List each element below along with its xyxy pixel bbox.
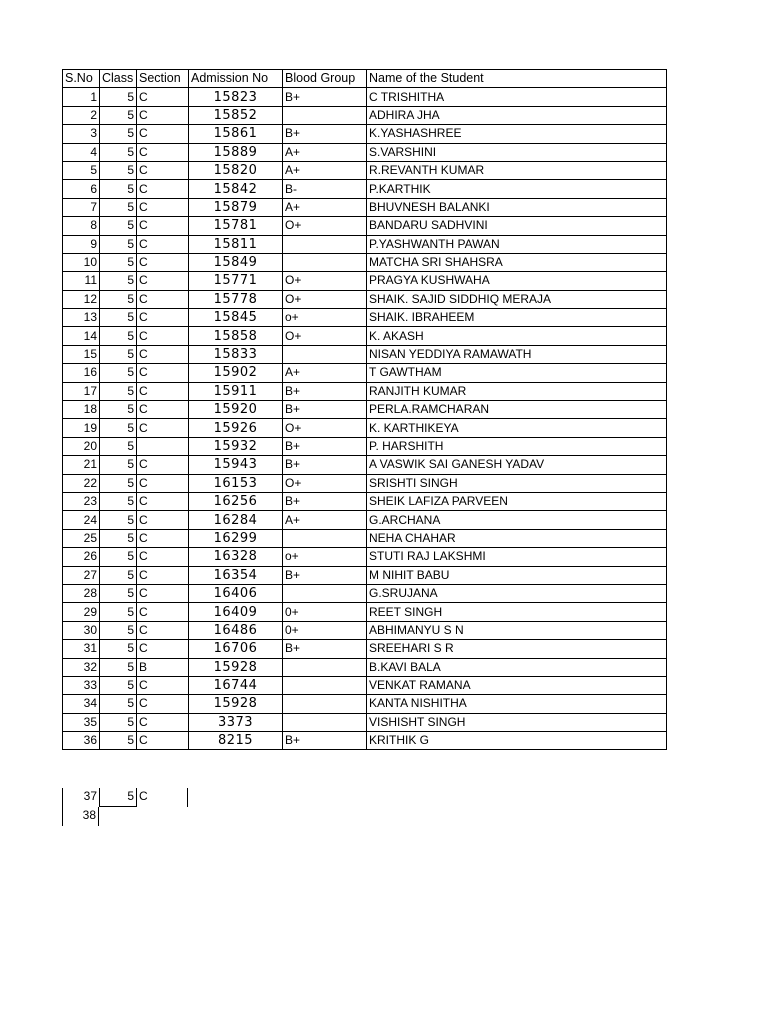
cell-sno[interactable]: 7 — [63, 198, 100, 216]
cell-sno[interactable]: 22 — [63, 474, 100, 492]
cell-section[interactable]: C — [137, 621, 189, 639]
table-row — [63, 474, 667, 492]
cell-student-name[interactable]: REET SINGH — [367, 603, 667, 621]
table-row — [63, 603, 667, 621]
cell-student-name[interactable]: G.ARCHANA — [367, 511, 667, 529]
cell-class[interactable]: 5 — [100, 548, 137, 566]
cell-student-name[interactable]: ABHIMANYU S N — [367, 621, 667, 639]
cell-blood-group[interactable]: B+ — [283, 437, 367, 455]
cell-blood-group[interactable]: o+ — [283, 548, 367, 566]
cell-admission-no[interactable]: 16706 — [189, 640, 283, 658]
cell-admission-no[interactable]: 15879 — [189, 198, 283, 216]
cell-blood-group[interactable]: o+ — [283, 309, 367, 327]
cell-admission-no[interactable]: 15771 — [189, 272, 283, 290]
cell-blood-group[interactable]: O+ — [283, 474, 367, 492]
cell-blood-group[interactable]: 0+ — [283, 621, 367, 639]
cell-sno[interactable]: 18 — [63, 401, 100, 419]
cell-blood-group[interactable]: B+ — [283, 382, 367, 400]
cell-section[interactable]: C — [137, 695, 189, 713]
cell-sno[interactable]: 30 — [63, 621, 100, 639]
table-row — [63, 309, 667, 327]
cell-blood-group[interactable]: B+ — [283, 640, 367, 658]
cell-section[interactable]: C — [137, 566, 189, 584]
table-row — [63, 161, 667, 179]
cell-admission-no[interactable]: 15820 — [189, 161, 283, 179]
cell-blood-group[interactable]: O+ — [283, 327, 367, 345]
cell-blood-group[interactable]: A+ — [283, 364, 367, 382]
table-row — [63, 253, 667, 271]
cell-student-name[interactable]: VISHISHT SINGH — [367, 713, 667, 731]
cell-blood-group[interactable]: B+ — [283, 125, 367, 143]
cell-student-name[interactable]: P. HARSHITH — [367, 437, 667, 455]
cell-blood-group[interactable]: A+ — [283, 198, 367, 216]
table-row — [63, 713, 667, 731]
cell-class[interactable]: 5 — [100, 327, 137, 345]
cell-blood-group[interactable]: A+ — [283, 143, 367, 161]
cell-section[interactable]: C — [137, 309, 189, 327]
cell-class[interactable]: 5 — [100, 345, 137, 363]
table-row — [63, 511, 667, 529]
cell-student-name[interactable]: SHAIK. SAJID SIDDHIQ MERAJA — [367, 290, 667, 308]
cell-student-name[interactable]: C TRISHITHA — [367, 88, 667, 106]
cell-section[interactable]: C — [137, 143, 189, 161]
cell-sno[interactable]: 34 — [63, 695, 100, 713]
cell-student-name[interactable]: P.YASHWANTH PAWAN — [367, 235, 667, 253]
cell-student-name[interactable]: K.YASHASHREE — [367, 125, 667, 143]
cell-section[interactable]: C — [137, 106, 189, 124]
cell-section[interactable]: C — [136, 788, 188, 807]
cell-admission-no[interactable]: 16299 — [189, 529, 283, 547]
cell-blood-group[interactable]: B+ — [283, 566, 367, 584]
cell-class[interactable]: 5 — [100, 640, 137, 658]
cell-section[interactable]: C — [137, 713, 189, 731]
cell-blood-group[interactable]: B- — [283, 180, 367, 198]
cell-class[interactable]: 5 — [100, 272, 137, 290]
table-row — [63, 125, 667, 143]
cell-admission-no[interactable]: 15928 — [189, 658, 283, 676]
cell-blood-group[interactable]: B+ — [283, 492, 367, 510]
cell-class[interactable]: 5 — [100, 732, 137, 750]
cell-sno[interactable]: 8 — [63, 217, 100, 235]
cell-class[interactable]: 5 — [100, 621, 137, 639]
cell-class[interactable]: 5 — [100, 180, 137, 198]
cell-class[interactable]: 5 — [100, 106, 137, 124]
cell-admission-no[interactable]: 16153 — [189, 474, 283, 492]
cell-admission-no[interactable]: 15852 — [189, 106, 283, 124]
cell-student-name[interactable]: KANTA NISHITHA — [367, 695, 667, 713]
cell-sno[interactable]: 12 — [63, 290, 100, 308]
table-row — [63, 548, 667, 566]
cell-admission-no[interactable]: 15928 — [189, 695, 283, 713]
header-row — [63, 70, 667, 88]
cell-admission-no[interactable]: 16406 — [189, 584, 283, 602]
cell-blood-group[interactable] — [283, 235, 367, 253]
cell-blood-group[interactable]: A+ — [283, 511, 367, 529]
cell-student-name[interactable]: S.VARSHINI — [367, 143, 667, 161]
cell-admission-no[interactable]: 16409 — [189, 603, 283, 621]
cell-sno[interactable]: 15 — [63, 345, 100, 363]
cell-sno[interactable]: 20 — [63, 437, 100, 455]
cell-class[interactable]: 5 — [100, 161, 137, 179]
table-row — [63, 272, 667, 290]
table-row — [63, 419, 667, 437]
cell-sno[interactable]: 33 — [63, 676, 100, 694]
student-list-sheet — [62, 69, 667, 750]
header-section[interactable]: Section — [137, 70, 189, 88]
table-row — [63, 401, 667, 419]
cell-section[interactable]: C — [137, 529, 189, 547]
cell-class[interactable]: 5 — [100, 88, 137, 106]
cell-class[interactable]: 5 — [100, 492, 137, 510]
cell-sno[interactable]: 19 — [63, 419, 100, 437]
cell-blood-group[interactable]: O+ — [283, 217, 367, 235]
cell-admission-no[interactable]: 15902 — [189, 364, 283, 382]
cell-admission-no[interactable]: 15778 — [189, 290, 283, 308]
cell-class[interactable]: 5 — [100, 676, 137, 694]
cell-sno[interactable]: 24 — [63, 511, 100, 529]
table-row — [63, 235, 667, 253]
cell-blood-group[interactable]: B+ — [283, 401, 367, 419]
cell-student-name[interactable]: SHAIK. IBRAHEEM — [367, 309, 667, 327]
cell-admission-no[interactable]: 16744 — [189, 676, 283, 694]
cell-admission-no[interactable]: 15849 — [189, 253, 283, 271]
cell-section[interactable]: C — [137, 253, 189, 271]
cell-admission-no[interactable]: 15920 — [189, 401, 283, 419]
cell-student-name[interactable]: NEHA CHAHAR — [367, 529, 667, 547]
cell-section[interactable]: C — [137, 401, 189, 419]
cell-student-name[interactable]: RANJITH KUMAR — [367, 382, 667, 400]
cell-sno[interactable]: 5 — [63, 161, 100, 179]
cell-section[interactable]: C — [137, 272, 189, 290]
cell-sno[interactable]: 35 — [63, 713, 100, 731]
cell-section[interactable]: C — [137, 419, 189, 437]
cell-class[interactable]: 5 — [100, 290, 137, 308]
cell-section[interactable]: C — [137, 548, 189, 566]
table-row — [63, 290, 667, 308]
table-row — [63, 180, 667, 198]
cell-student-name[interactable]: P.KARTHIK — [367, 180, 667, 198]
cell-class[interactable]: 5 — [100, 125, 137, 143]
cell-sno[interactable]: 14 — [63, 327, 100, 345]
cell-sno[interactable]: 1 — [63, 88, 100, 106]
cell-blood-group[interactable]: B+ — [283, 732, 367, 750]
cell-sno[interactable]: 3 — [63, 125, 100, 143]
cell-sno[interactable]: 17 — [63, 382, 100, 400]
table-row — [63, 492, 667, 510]
cell-section[interactable]: C — [137, 364, 189, 382]
cell-admission-no[interactable]: 16284 — [189, 511, 283, 529]
header-admission-no[interactable]: Admission No — [189, 70, 283, 88]
cell-student-name[interactable]: PRAGYA KUSHWAHA — [367, 272, 667, 290]
cell-student-name[interactable]: ADHIRA JHA — [367, 106, 667, 124]
cell-section[interactable]: C — [137, 382, 189, 400]
cell-section[interactable]: C — [137, 640, 189, 658]
table-row — [63, 695, 667, 713]
cell-sno[interactable]: 38 — [62, 807, 99, 826]
cell-student-name[interactable]: BHUVNESH BALANKI — [367, 198, 667, 216]
cell-sno[interactable]: 6 — [63, 180, 100, 198]
cell-section[interactable]: C — [137, 603, 189, 621]
cell-sno[interactable]: 16 — [63, 364, 100, 382]
cell-section[interactable]: C — [137, 88, 189, 106]
cell-student-name[interactable]: MATCHA SRI SHAHSRA — [367, 253, 667, 271]
cell-section[interactable]: C — [137, 345, 189, 363]
table-row — [63, 529, 667, 547]
cell-admission-no[interactable]: 8215 — [189, 732, 283, 750]
cell-blood-group[interactable] — [283, 658, 367, 676]
cell-student-name[interactable]: PERLA.RAMCHARAN — [367, 401, 667, 419]
cell-section[interactable]: C — [137, 676, 189, 694]
cell-class[interactable]: 5 — [100, 235, 137, 253]
table-row — [63, 88, 667, 106]
cell-admission-no[interactable]: 15932 — [189, 437, 283, 455]
cell-section[interactable]: C — [137, 584, 189, 602]
cell-student-name[interactable]: A VASWIK SAI GANESH YADAV — [367, 456, 667, 474]
cell-sno[interactable]: 2 — [63, 106, 100, 124]
cell-student-name[interactable]: G.SRUJANA — [367, 584, 667, 602]
table-row — [63, 732, 667, 750]
table-row — [63, 345, 667, 363]
cell-class[interactable]: 5 — [100, 309, 137, 327]
cell-section[interactable]: C — [137, 235, 189, 253]
cell-class[interactable]: 5 — [100, 529, 137, 547]
cell-admission-no[interactable]: 15926 — [189, 419, 283, 437]
cell-sno[interactable]: 28 — [63, 584, 100, 602]
cell-section[interactable]: C — [137, 456, 189, 474]
table-row — [63, 198, 667, 216]
cell-student-name[interactable]: BANDARU SADHVINI — [367, 217, 667, 235]
cell-sno[interactable]: 13 — [63, 309, 100, 327]
cell-class[interactable]: 5 — [100, 382, 137, 400]
cell-admission-no[interactable]: 3373 — [189, 713, 283, 731]
cell-admission-no[interactable]: 16354 — [189, 566, 283, 584]
cell-sno[interactable]: 31 — [63, 640, 100, 658]
cell-class[interactable]: 5 — [100, 437, 137, 455]
cell-class[interactable]: 5 — [100, 584, 137, 602]
cell-sno[interactable]: 10 — [63, 253, 100, 271]
cell-blood-group[interactable]: O+ — [283, 272, 367, 290]
cell-student-name[interactable]: K. AKASH — [367, 327, 667, 345]
cell-sno[interactable]: 37 — [62, 788, 99, 807]
cell-admission-no[interactable]: 15943 — [189, 456, 283, 474]
cell-blood-group[interactable]: 0+ — [283, 603, 367, 621]
header-student-name[interactable]: Name of the Student — [367, 70, 667, 88]
cell-class[interactable]: 5 — [100, 419, 137, 437]
cell-section[interactable]: C — [137, 290, 189, 308]
cell-section[interactable]: C — [137, 125, 189, 143]
cell-student-name[interactable]: SRISHTI SINGH — [367, 474, 667, 492]
cell-admission-no[interactable]: 15833 — [189, 345, 283, 363]
table-row — [63, 566, 667, 584]
table-row — [63, 143, 667, 161]
cell-class[interactable]: 5 — [100, 198, 137, 216]
cell-section[interactable]: C — [137, 327, 189, 345]
table-row — [63, 621, 667, 639]
cell-class[interactable]: 5 — [100, 143, 137, 161]
cell-sno[interactable]: 32 — [63, 658, 100, 676]
table-row — [63, 658, 667, 676]
cell-blood-group[interactable] — [283, 713, 367, 731]
cell-blood-group[interactable] — [283, 253, 367, 271]
cell-class[interactable]: 5 — [100, 511, 137, 529]
cell-admission-no[interactable]: 16328 — [189, 548, 283, 566]
cell-sno[interactable]: 25 — [63, 529, 100, 547]
cell-sno[interactable]: 36 — [63, 732, 100, 750]
cell-admission-no[interactable]: 16486 — [189, 621, 283, 639]
cell-sno[interactable]: 9 — [63, 235, 100, 253]
cell-blood-group[interactable] — [283, 676, 367, 694]
cell-class[interactable]: 5 — [100, 713, 137, 731]
cell-blood-group[interactable]: A+ — [283, 161, 367, 179]
cell-section[interactable]: C — [137, 217, 189, 235]
cell-student-name[interactable]: NISAN YEDDIYA RAMAWATH — [367, 345, 667, 363]
cell-blood-group[interactable] — [283, 695, 367, 713]
cell-sno[interactable]: 21 — [63, 456, 100, 474]
table-row — [63, 106, 667, 124]
cell-student-name[interactable]: SREEHARI S R — [367, 640, 667, 658]
cell-admission-no[interactable]: 15781 — [189, 217, 283, 235]
cell-student-name[interactable]: M NIHIT BABU — [367, 566, 667, 584]
table-row — [63, 382, 667, 400]
student-table — [62, 69, 667, 750]
cell-student-name[interactable]: SHEIK LAFIZA PARVEEN — [367, 492, 667, 510]
cell-sno[interactable]: 26 — [63, 548, 100, 566]
cell-blood-group[interactable]: O+ — [283, 419, 367, 437]
cell-class[interactable]: 5 — [100, 603, 137, 621]
cell-blood-group[interactable]: B+ — [283, 88, 367, 106]
cell-class[interactable]: 5 — [100, 456, 137, 474]
cell-blood-group[interactable] — [283, 584, 367, 602]
cell-student-name[interactable]: K. KARTHIKEYA — [367, 419, 667, 437]
table-row — [63, 437, 667, 455]
cell-section[interactable]: C — [137, 180, 189, 198]
cell-class[interactable]: 5 — [100, 474, 137, 492]
cell-class[interactable]: 5 — [100, 253, 137, 271]
cell-sno[interactable]: 4 — [63, 143, 100, 161]
cell-section[interactable]: C — [137, 732, 189, 750]
cell-student-name[interactable]: VENKAT RAMANA — [367, 676, 667, 694]
cell-section[interactable]: C — [137, 198, 189, 216]
cell-admission-no[interactable]: 15911 — [189, 382, 283, 400]
cell-section[interactable]: B — [137, 658, 189, 676]
cell-section[interactable] — [137, 437, 189, 455]
table-row — [63, 364, 667, 382]
cell-student-name[interactable]: B.KAVI BALA — [367, 658, 667, 676]
cell-student-name[interactable]: R.REVANTH KUMAR — [367, 161, 667, 179]
cell-class[interactable]: 5 — [100, 566, 137, 584]
cell-class[interactable]: 5 — [100, 217, 137, 235]
table-row — [63, 217, 667, 235]
cell-blood-group[interactable]: B+ — [283, 456, 367, 474]
cell-section[interactable]: C — [137, 161, 189, 179]
header-sno[interactable]: S.No — [63, 70, 100, 88]
cell-student-name[interactable]: STUTI RAJ LAKSHMI — [367, 548, 667, 566]
table-row — [63, 456, 667, 474]
cell-section[interactable]: C — [137, 492, 189, 510]
cell-admission-no[interactable]: 15889 — [189, 143, 283, 161]
cell-blood-group[interactable] — [283, 529, 367, 547]
table-row — [63, 676, 667, 694]
cell-blood-group[interactable] — [283, 106, 367, 124]
cell-admission-no[interactable]: 15858 — [189, 327, 283, 345]
cell-class[interactable]: 5 — [100, 695, 137, 713]
cell-admission-no[interactable]: 16256 — [189, 492, 283, 510]
cell-blood-group[interactable]: O+ — [283, 290, 367, 308]
cell-class[interactable]: 5 — [100, 364, 137, 382]
cell-section[interactable]: C — [137, 474, 189, 492]
cell-admission-no[interactable]: 15811 — [189, 235, 283, 253]
cell-section[interactable]: C — [137, 511, 189, 529]
cell-admission-no[interactable]: 15842 — [189, 180, 283, 198]
table-row — [63, 640, 667, 658]
cell-admission-no[interactable]: 15845 — [189, 309, 283, 327]
cell-admission-no[interactable]: 15823 — [189, 88, 283, 106]
cell-blood-group[interactable] — [283, 345, 367, 363]
cell-sno[interactable]: 23 — [63, 492, 100, 510]
table-row — [63, 327, 667, 345]
cell-sno[interactable]: 11 — [63, 272, 100, 290]
cell-admission-no[interactable]: 15861 — [189, 125, 283, 143]
cell-class[interactable]: 5 — [100, 401, 137, 419]
cell-class[interactable]: 5 — [100, 658, 137, 676]
table-row — [63, 584, 667, 602]
cell-sno[interactable]: 29 — [63, 603, 100, 621]
cell-class[interactable]: 5 — [99, 788, 136, 807]
cell-sno[interactable]: 27 — [63, 566, 100, 584]
header-class[interactable]: Class — [100, 70, 137, 88]
header-blood-group[interactable]: Blood Group — [283, 70, 367, 88]
cell-student-name[interactable]: KRITHIK G — [367, 732, 667, 750]
cell-student-name[interactable]: T GAWTHAM — [367, 364, 667, 382]
